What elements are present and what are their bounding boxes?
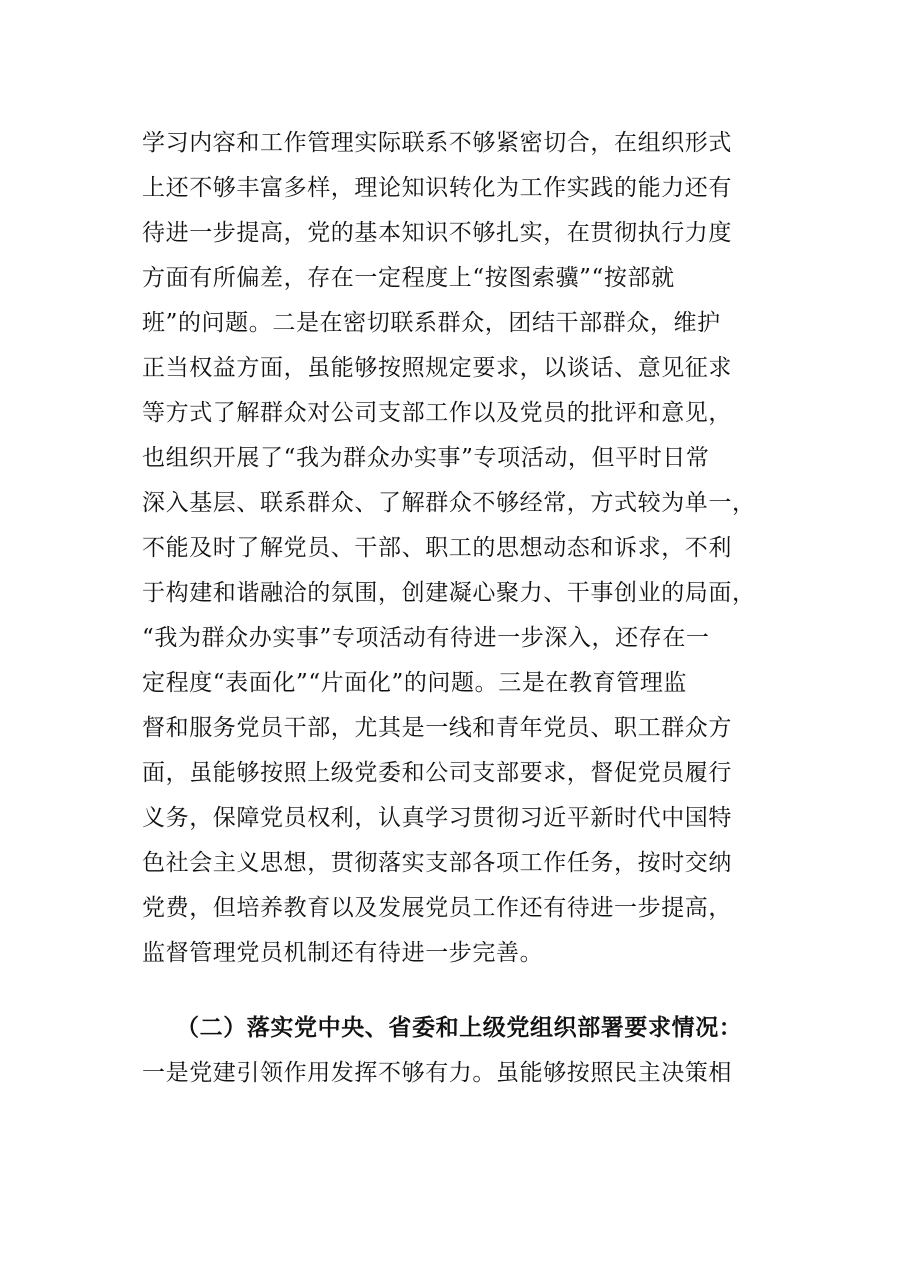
paragraph-line: 正当权益方面，虽能够按照规定要求，以谈话、意见征求 xyxy=(142,355,732,381)
paragraph-line: “我为群众办实事”专项活动有待进一步深入，还存在一 xyxy=(142,625,710,651)
paragraph-line: 上还不够丰富多样，理论知识转化为工作实践的能力还有 xyxy=(142,175,732,201)
paragraph-line: 不能及时了解党员、干部、职工的思想动态和诉求，不利 xyxy=(142,535,732,561)
paragraph-line: 党费，但培养教育以及发展党员工作还有待进一步提高， xyxy=(142,895,732,921)
section-first-line: 一是党建引领作用发挥不够有力。虽能够按照民主决策相 xyxy=(142,1060,732,1086)
paragraph-line: 班”的问题。二是在密切联系群众，团结干部群众，维护 xyxy=(142,310,721,336)
paragraph-line: 等方式了解群众对公司支部工作以及党员的批评和意见， xyxy=(142,400,732,426)
paragraph-line: 监督管理党员机制还有待进一步完善。 xyxy=(142,940,544,966)
paragraph-line: 也组织开展了“我为群众办实事”专项活动，但平时日常 xyxy=(142,445,710,471)
paragraph-line: 待进一步提高，党的基本知识不够扎实，在贯彻执行力度 xyxy=(142,220,732,246)
paragraph-line: 深入基层、联系群众、了解群众不够经常，方式较为单一， xyxy=(142,490,756,516)
paragraph-line: 定程度“表面化”“片面化”的问题。三是在教育管理监 xyxy=(142,670,688,696)
paragraph-line: 方面有所偏差，存在一定程度上“按图索骥”“按部就 xyxy=(142,265,675,291)
paragraph-line: 于构建和谐融洽的氛围，创建凝心聚力、干事创业的局面， xyxy=(142,580,756,606)
section-heading: （二）落实党中央、省委和上级党组织部署要求情况： xyxy=(176,1014,743,1041)
paragraph-line: 义务，保障党员权利，认真学习贯彻习近平新时代中国特 xyxy=(142,805,732,831)
paragraph-line: 色社会主义思想，贯彻落实支部各项工作任务，按时交纳 xyxy=(142,850,732,876)
paragraph-line: 学习内容和工作管理实际联系不够紧密切合，在组织形式 xyxy=(142,130,732,156)
paragraph-line: 面，虽能够按照上级党委和公司支部要求，督促党员履行 xyxy=(142,760,732,786)
paragraph-line: 督和服务党员干部，尤其是一线和青年党员、职工群众方 xyxy=(142,715,732,741)
